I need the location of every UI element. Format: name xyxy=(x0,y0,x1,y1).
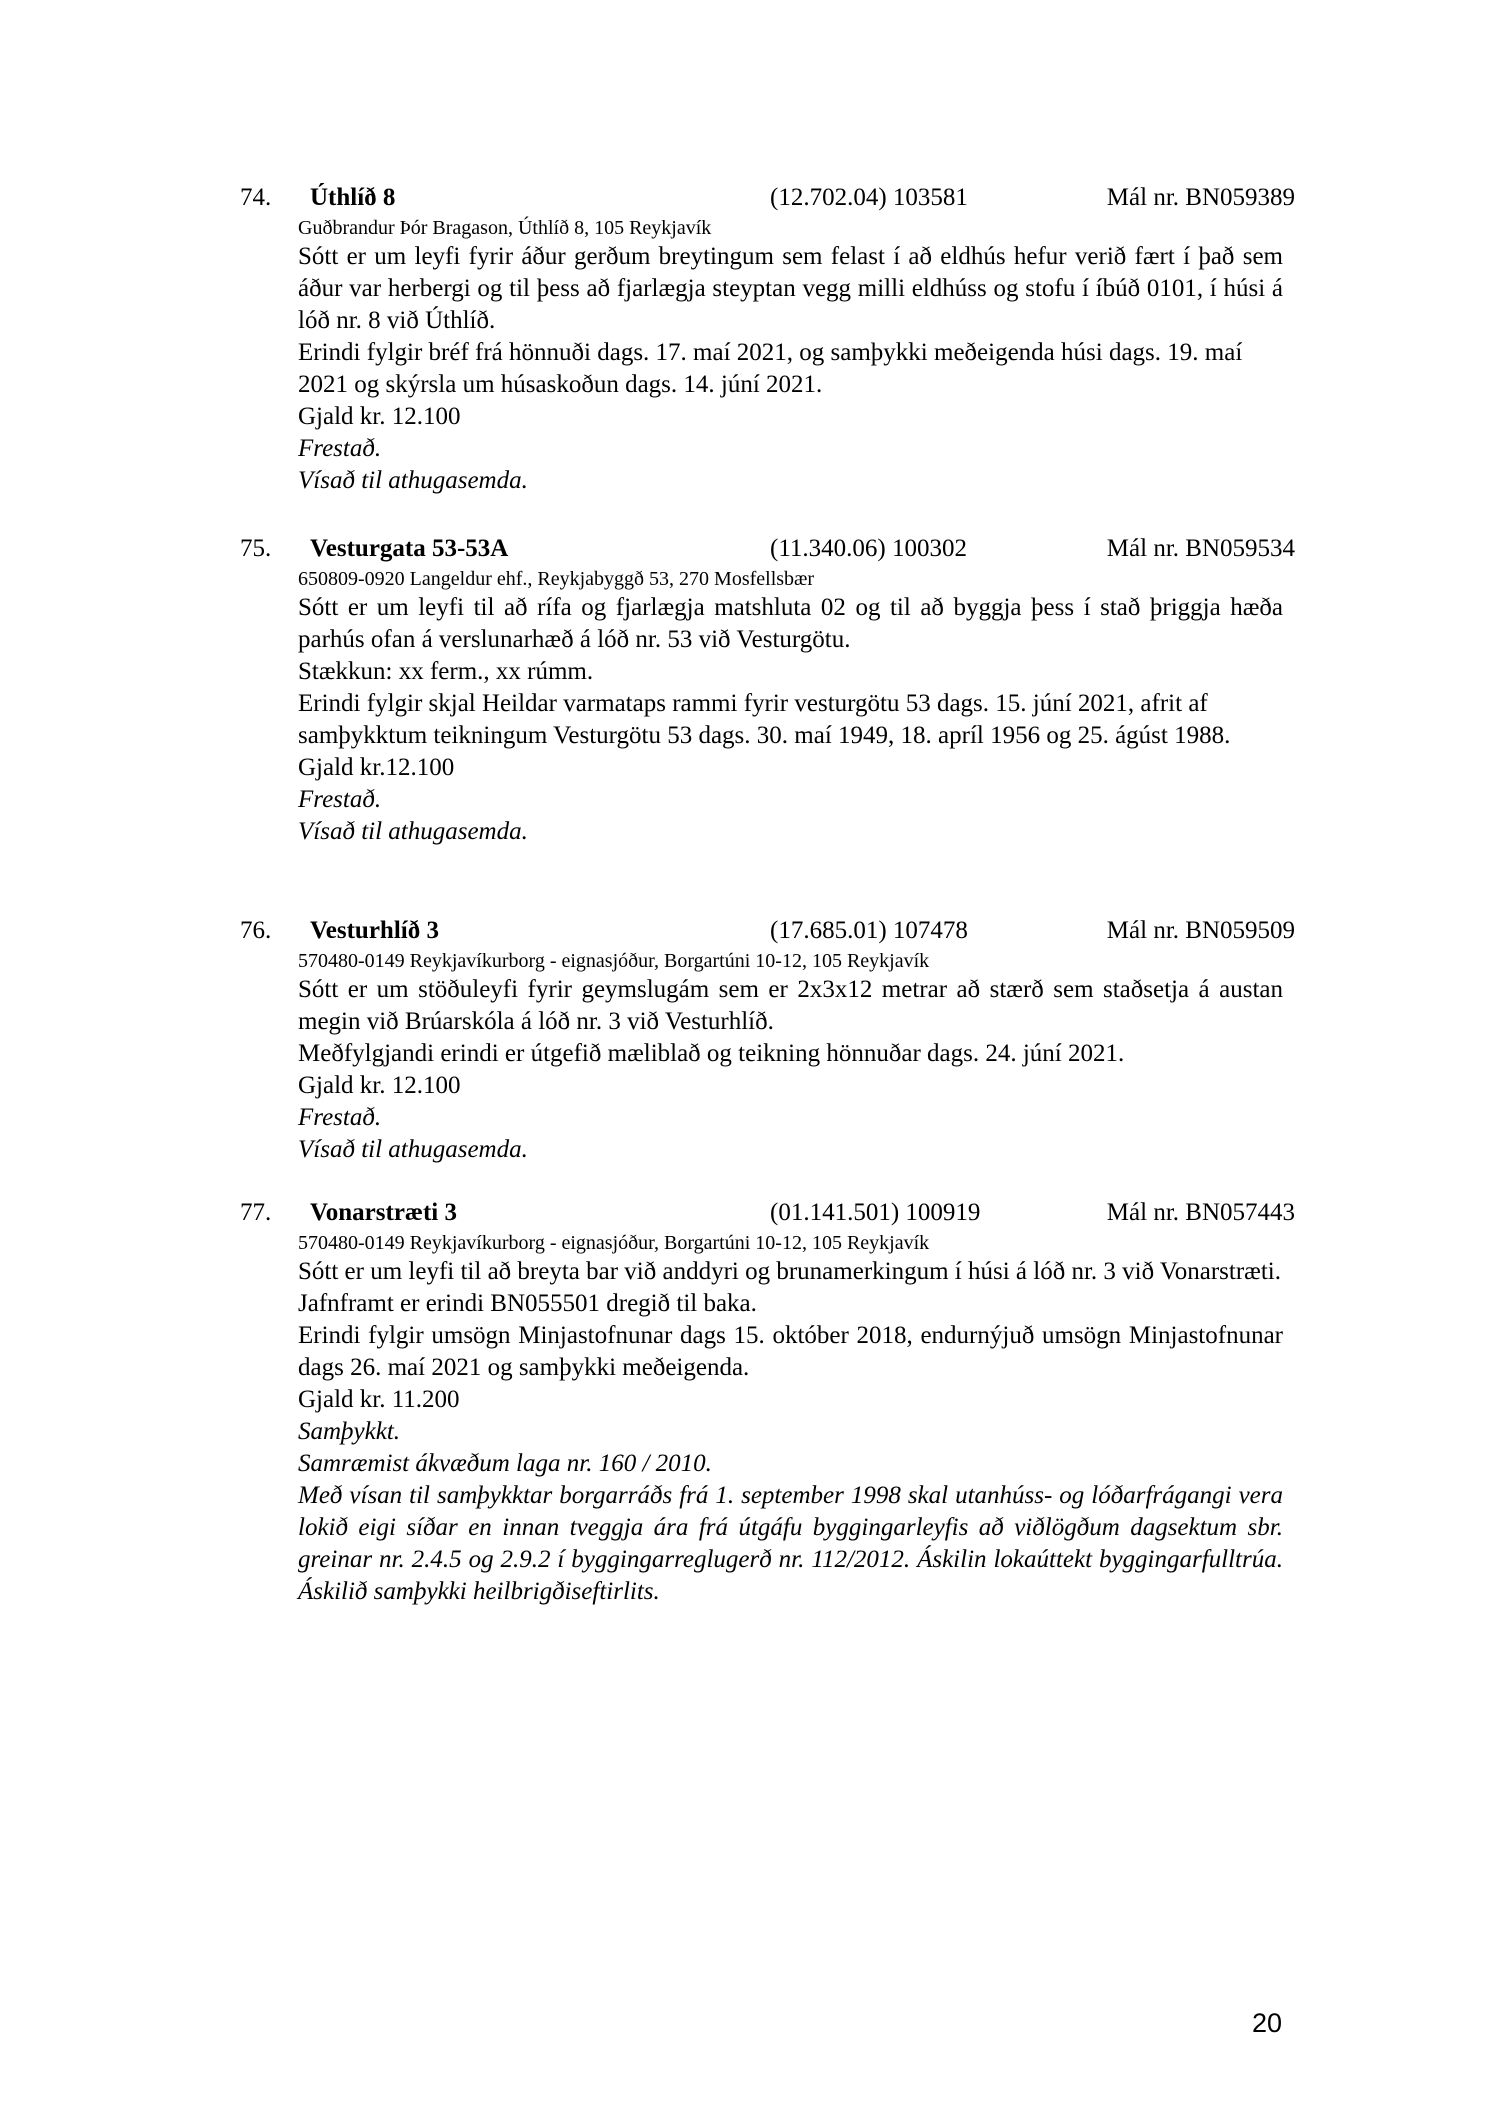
entry-reference: (12.702.04) 103581 xyxy=(770,184,968,211)
entry-note: Vísað til athugasemda. xyxy=(298,1136,528,1163)
entry-title: Úthlíð 8 xyxy=(310,184,396,211)
entry-extension: Stækkun: xx ferm., xx rúmm. xyxy=(298,658,594,685)
agenda-entry-77 xyxy=(240,1196,1295,1608)
entry-header xyxy=(240,1196,1295,1230)
entry-withdrawal: Jafnframt er erindi BN055501 dregið til baka. xyxy=(298,1290,757,1317)
entry-case-number: Mál nr. BN059534 xyxy=(1106,535,1295,562)
entry-description: Sótt er um stöðuleyfi fyrir geymslugám sem er 2x3x12 metrar að stærð sem staðsetja á austan megin við Brúarskóla á lóð nr. 3 við Vesturhlíð. xyxy=(298,976,1283,1035)
entry-documents: Erindi fylgir umsögn Minjastofnunar dags 15. október 2018, endurnýjuð umsögn Minjastofnunar dags 26. maí 2021 og samþykki meðeigenda. xyxy=(298,1322,1283,1381)
entry-case-number: Mál nr. BN057443 xyxy=(1106,1199,1295,1226)
entry-number: 74. xyxy=(240,184,272,211)
entry-description: Sótt er um leyfi til að rífa og fjarlægja matshluta 02 og til að byggja þess í stað þriggja hæða parhús ofan á verslunarhæð á lóð nr. 53 við Vesturgötu. xyxy=(298,594,1283,653)
page-number: 20 xyxy=(1252,2008,1283,2038)
entry-title: Vesturhlíð 3 xyxy=(310,917,439,944)
entry-body xyxy=(298,948,1283,1166)
entry-fee: Gjald kr.12.100 xyxy=(298,754,455,781)
entry-decision: Frestað. xyxy=(298,786,382,813)
entry-applicant: Guðbrandur Þór Bragason, Úthlíð 8, 105 Reykjavík xyxy=(298,217,712,239)
entry-conditions: Með vísan til samþykktar borgarráðs frá 1. september 1998 skal utanhúss- og lóðarfrágangi vera lokið eigi síðar en innan tveggja ára frá útgáfu byggingarleyfis að viðlögðum dagsektum sbr. greinar nr. 2.4.5 og 2.9.2 í byggingarreglugerð nr. 112/2012. Áskilin lokaúttekt byggingarfulltrúa. Áskilið samþykki heilbrigðiseftirlits. xyxy=(298,1482,1283,1605)
entry-body xyxy=(298,1230,1283,1608)
entry-number: 77. xyxy=(240,1199,272,1226)
entry-applicant: 570480-0149 Reykjavíkurborg - eignasjóður, Borgartúni 10-12, 105 Reykjavík xyxy=(298,950,930,972)
entry-description: Sótt er um leyfi til að breyta bar við anddyri og brunamerkingum í húsi á lóð nr. 3 við Vonarstræti. xyxy=(298,1258,1281,1285)
agenda-entry-75 xyxy=(240,532,1295,848)
entry-reference: (01.141.501) 100919 xyxy=(770,1199,981,1226)
entry-fee: Gjald kr. 11.200 xyxy=(298,1386,460,1413)
entry-body xyxy=(298,215,1283,497)
entry-number: 76. xyxy=(240,917,272,944)
entry-fee: Gjald kr. 12.100 xyxy=(298,403,461,430)
entry-documents: Erindi fylgir bréf frá hönnuði dags. 17. maí 2021, og samþykki meðeigenda húsi dags. 19. maí 2021 og skýrsla um húsaskoðun dags. 14. júní 2021. xyxy=(298,339,1243,398)
entry-applicant: 650809-0920 Langeldur ehf., Reykjabyggð 53, 270 Mosfellsbær xyxy=(298,568,815,590)
entry-decision: Samþykkt. xyxy=(298,1418,401,1445)
agenda-entry-74 xyxy=(240,181,1295,497)
entry-note: Vísað til athugasemda. xyxy=(298,818,528,845)
entry-reference: (17.685.01) 107478 xyxy=(770,917,968,944)
entry-title: Vesturgata 53-53A xyxy=(310,535,509,562)
entry-number: 75. xyxy=(240,535,272,562)
entry-case-number: Mál nr. BN059509 xyxy=(1106,917,1295,944)
entry-header xyxy=(240,532,1295,566)
entry-header xyxy=(240,181,1295,215)
entry-header xyxy=(240,914,1295,948)
entry-note: Vísað til athugasemda. xyxy=(298,467,528,494)
entry-decision: Frestað. xyxy=(298,435,382,462)
entry-description: Sótt er um leyfi fyrir áður gerðum breytingum sem felast í að eldhús hefur verið fært í það sem áður var herbergi og til þess að fjarlægja steyptan vegg milli eldhúss og stofu í íbúð 0101, í húsi á lóð nr. 8 við Úthlíð. xyxy=(298,243,1283,334)
entry-compliance: Samræmist ákvæðum laga nr. 160 / 2010. xyxy=(298,1450,712,1477)
entry-reference: (11.340.06) 100302 xyxy=(770,535,967,562)
entry-case-number: Mál nr. BN059389 xyxy=(1106,184,1295,211)
agenda-entry-76 xyxy=(240,914,1295,1166)
entry-title: Vonarstræti 3 xyxy=(310,1199,457,1226)
entry-decision: Frestað. xyxy=(298,1104,382,1131)
entry-fee: Gjald kr. 12.100 xyxy=(298,1072,461,1099)
entry-applicant: 570480-0149 Reykjavíkurborg - eignasjóður, Borgartúni 10-12, 105 Reykjavík xyxy=(298,1232,930,1254)
entry-documents: Erindi fylgir skjal Heildar varmataps rammi fyrir vesturgötu 53 dags. 15. júní 2021, afrit af samþykktum teikningum Vesturgötu 53 dags. 30. maí 1949, 18. apríl 1956 og 25. ágúst 1988. xyxy=(298,690,1231,749)
entry-documents: Meðfylgjandi erindi er útgefið mæliblað og teikning hönnuðar dags. 24. júní 2021. xyxy=(298,1040,1125,1067)
entry-body xyxy=(298,566,1283,848)
